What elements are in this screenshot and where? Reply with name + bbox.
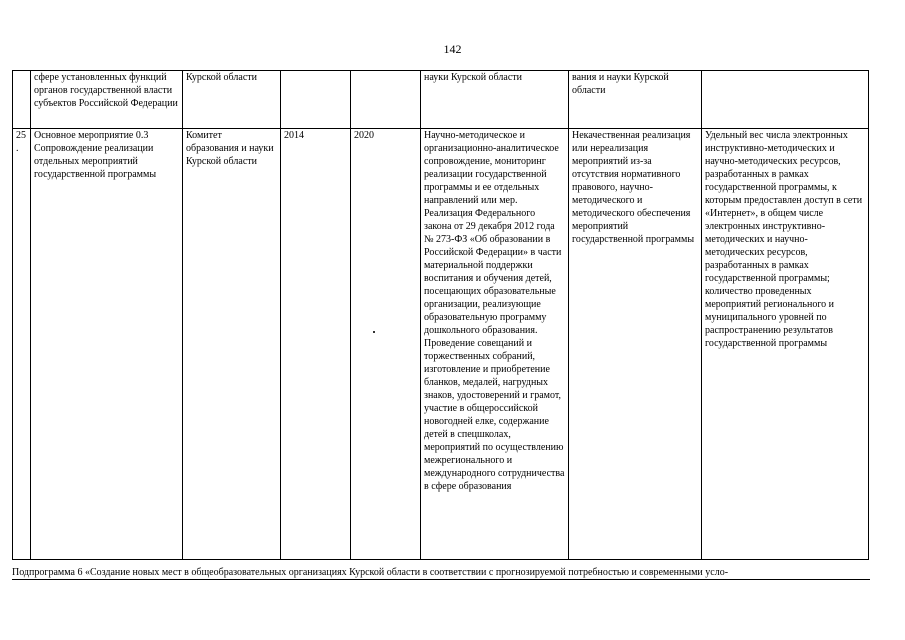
cell-end-year: 2020	[351, 129, 421, 560]
page-number: 142	[443, 42, 462, 56]
subprogram-heading: Подпрограмма 6 «Создание новых мест в общеобразовательных организациях Курской области в соответствии с прогнозируемой потребностью и современными усло-	[12, 566, 870, 580]
cell-end-year	[351, 71, 421, 129]
cell-consequences: Некачественная реализация или нереализация мероприятий из-за отсутствия нормативного правового, научно-методического и методического обеспечения мероприятий государственной программы	[569, 129, 702, 560]
table-row	[13, 71, 869, 129]
cell-executor: Курской области	[183, 71, 281, 129]
scan-dot	[373, 331, 375, 333]
measures-table	[12, 70, 869, 560]
cell-name: Основное мероприятие 0.3 Сопровождение реализации отдельных мероприятий государственной программы	[31, 129, 183, 560]
cell-number: 25.	[13, 129, 31, 560]
cell-content: Научно-методическое и организационно-аналитическое сопровождение, мониторинг реализации государственной программы и ее отдельных направлений или мер. Реализация Федерального закона от 29 декабря 2012 года № 273-ФЗ «Об образовании в Российской Федерации» в части материальной поддержки воспитания и обучения детей, посещающих образовательные организации, реализующие образовательную программу дошкольного образования. Проведение совещаний и торжественных собраний, изготовление и приобретение бланков, медалей, нагрудных знаков, удостоверений и грамот, участие в общероссийской новогодней елке, содержание детей в спецшколах, мероприятий по осуществлению межрегионального и международного сотрудничества в сфере образования	[421, 129, 569, 560]
cell-content: науки Курской области	[421, 71, 569, 129]
table-row	[13, 129, 869, 560]
cell-executor: Комитет образования и науки Курской области	[183, 129, 281, 560]
cell-start-year: 2014	[281, 129, 351, 560]
cell-indicators	[702, 71, 869, 129]
cell-indicators: Удельный вес числа электронных инструктивно-методических и научно-методических ресурсов, разработанных в рамках государственной программы, к которым предоставлен доступ в сети «Интернет», в общем числе электронных инструктивно-методических и научно-методических ресурсов, разработанных в рамках государственной программы; количество проведенных мероприятий регионального и муниципального уровней по распространению результатов государственной программы	[702, 129, 869, 560]
cell-name: сфере установленных функций органов государственной власти субъектов Российской Федерации	[31, 71, 183, 129]
cell-consequences: вания и науки Курской области	[569, 71, 702, 129]
cell-number	[13, 71, 31, 129]
cell-start-year	[281, 71, 351, 129]
